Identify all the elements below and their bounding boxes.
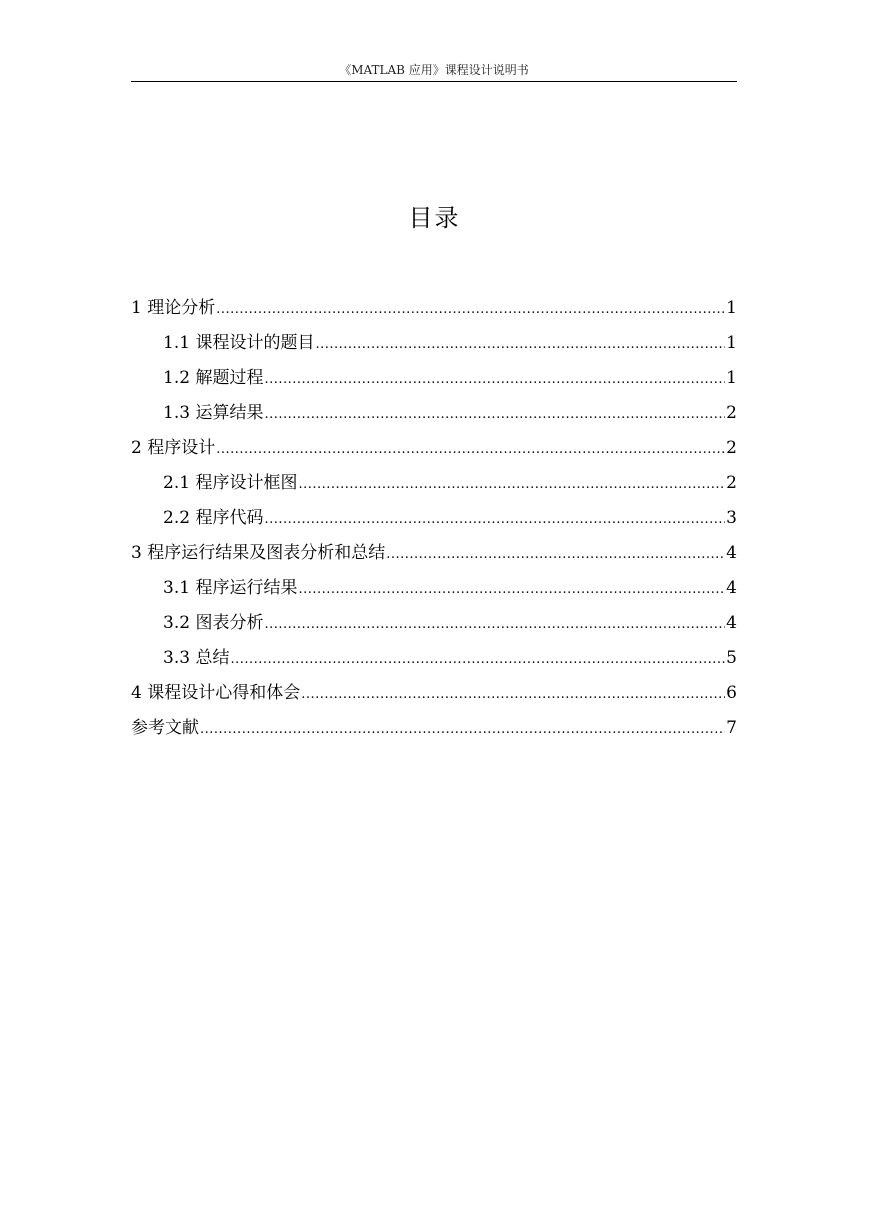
- table-of-contents: [131, 295, 737, 750]
- toc-entry[interactable]: [131, 680, 737, 715]
- toc-entry-label: 3 程序运行结果及图表分析和总结: [131, 543, 386, 563]
- toc-page-number: 4: [726, 578, 737, 598]
- toc-dot-leader: [386, 542, 725, 568]
- toc-dot-leader: [298, 577, 725, 603]
- toc-entry-label: 4 课程设计心得和体会: [131, 683, 301, 703]
- toc-entry[interactable]: [131, 295, 737, 330]
- toc-entry-label: 1.2 解题过程: [163, 368, 264, 388]
- toc-entry[interactable]: [131, 400, 737, 435]
- toc-entry-label: 3.2 图表分析: [163, 613, 264, 633]
- toc-title: 目录: [408, 204, 461, 232]
- toc-dot-leader: [264, 367, 725, 393]
- toc-entry[interactable]: [131, 365, 737, 400]
- toc-entry[interactable]: [131, 470, 737, 505]
- toc-dot-leader: [264, 402, 725, 428]
- toc-dot-leader: [216, 437, 725, 463]
- toc-page-number: 2: [726, 403, 737, 423]
- toc-page-number: 2: [726, 438, 737, 458]
- toc-entry-label: 2.2 程序代码: [163, 508, 264, 528]
- toc-page-number: 3: [726, 508, 737, 528]
- toc-dot-leader: [264, 612, 725, 638]
- toc-dot-leader: [298, 472, 725, 498]
- toc-dot-leader: [315, 332, 725, 358]
- toc-entry[interactable]: [131, 645, 737, 680]
- header-rule: [131, 81, 737, 82]
- toc-entry[interactable]: [131, 610, 737, 645]
- toc-dot-leader: [264, 507, 725, 533]
- toc-entry-label: 1.1 课程设计的题目: [163, 333, 315, 353]
- toc-dot-leader: [216, 297, 725, 323]
- toc-page-number: 1: [726, 333, 737, 353]
- toc-entry[interactable]: [131, 540, 737, 575]
- toc-page-number: 1: [726, 368, 737, 388]
- toc-entry[interactable]: [131, 435, 737, 470]
- toc-entry-label: 1 理论分析: [131, 298, 216, 318]
- toc-page-number: 2: [726, 473, 737, 493]
- toc-entry-label: 3.3 总结: [163, 648, 230, 668]
- toc-entry[interactable]: [131, 330, 737, 365]
- toc-entry[interactable]: [131, 575, 737, 610]
- toc-dot-leader: [200, 717, 725, 743]
- toc-page-number: 7: [726, 718, 737, 738]
- toc-dot-leader: [230, 647, 725, 673]
- toc-entry-label: 1.3 运算结果: [163, 403, 264, 423]
- toc-entry-label: 2.1 程序设计框图: [163, 473, 298, 493]
- toc-dot-leader: [301, 682, 725, 708]
- toc-entry-label: 参考文献: [131, 718, 199, 738]
- toc-page-number: 1: [726, 298, 737, 318]
- toc-page-number: 4: [726, 613, 737, 633]
- toc-page-number: 4: [726, 543, 737, 563]
- toc-page-number: 6: [726, 683, 737, 703]
- toc-page-number: 5: [726, 648, 737, 668]
- toc-entry-label: 3.1 程序运行结果: [163, 578, 298, 598]
- toc-entry[interactable]: [131, 715, 737, 750]
- page-header: 《MATLAB 应用》课程设计说明书: [339, 63, 529, 77]
- toc-entry-label: 2 程序设计: [131, 438, 216, 458]
- toc-entry[interactable]: [131, 505, 737, 540]
